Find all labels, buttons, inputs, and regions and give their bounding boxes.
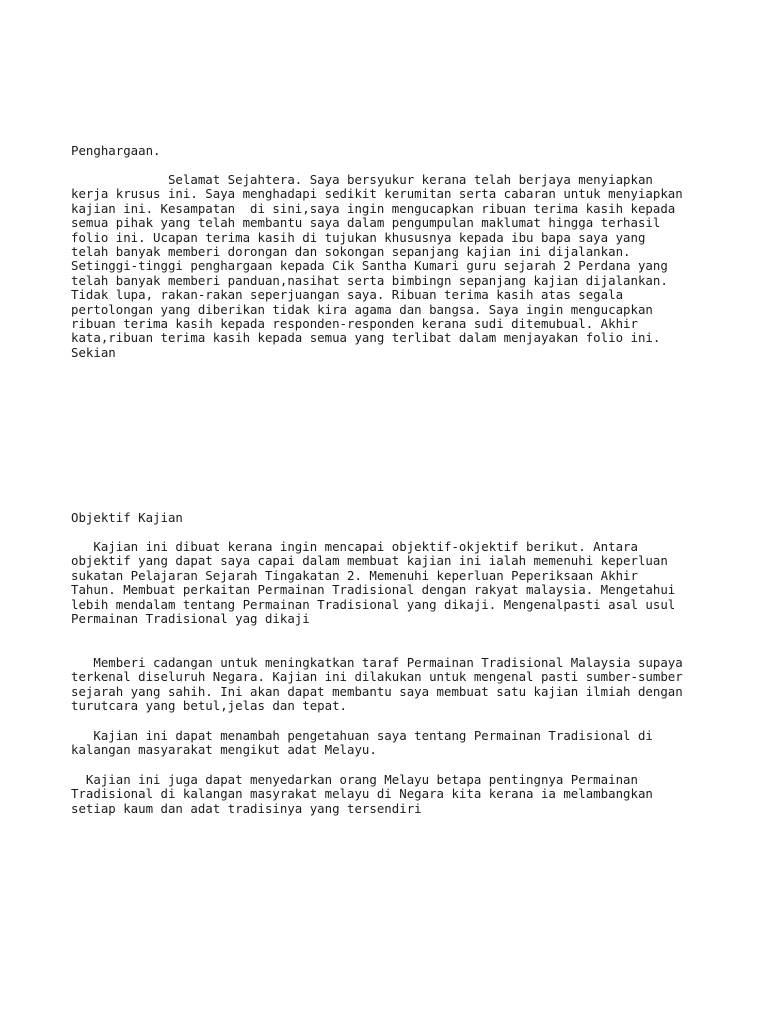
objectives-paragraph: Kajian ini juga dapat menyedarkan orang Melayu betapa pentingnya Permainan Tradisional di kalangan masyrakat melayu di Negara kita kerana ia melambangkan setiap kaum dan adat tradisinya yang tersendiri <box>71 772 653 816</box>
acknowledgement-heading: Penghargaan. <box>71 143 161 158</box>
objectives-paragraph: Kajian ini dibuat kerana ingin mencapai objektif-okjektif berikut. Antara objektif yang dapat saya capai dalam membuat kajian ini ialah memenuhi keperluan sukatan Pelajaran Sejarah Tingakatan 2. Memenuhi keperluan Peperiksaan Akhir Tahun. Membuat perkaitan Permainan Tradisional dengan rakyat malaysia. Mengetahui lebih mendalam tentang Permainan Tradisional yang dikaji. Mengenalpasti asal usul Permainan Tradisional yag dikaji <box>71 539 676 627</box>
objectives-heading: Objektif Kajian <box>71 510 183 525</box>
objectives-paragraph: Kajian ini dapat menambah pengetahuan saya tentang Permainan Tradisional di kalangan masyarakat mengikut adat Melayu. <box>71 728 653 758</box>
acknowledgement-paragraph: Selamat Sejahtera. Saya bersyukur kerana telah berjaya menyiapkan kerja krusus ini. Saya menghadapi sedikit kerumitan serta cabaran untuk menyiapkan kajian ini. Kesampatan di sini,saya ingin mengucapkan ribuan terima kasih kepada semua pihak yang telah membantu saya dalam pengumpulan maklumat hingga terhasil folio ini. Ucapan terima kasih di tujukan khususnya kepada ibu bapa saya yang telah banyak memberi dorongan dan sokongan sepanjang kajian ini dijalankan. Setinggi-tinggi penghargaan kepada Cik Santha Kumari guru sejarah 2 Perdana yang telah banyak memberi panduan,nasihat serta bimbingn sepanjang kajian dijalankan. Tidak lupa, rakan-rakan seperjuangan saya. Ribuan terima kasih atas segala pertolongan yang diberikan tidak kira agama dan bangsa. Saya ingin mengucapkan ribuan terima kasih kepada responden-responden kerana sudi ditemubual. Akhir kata,ribuan terima kasih kepada semua yang terlibat dalam menjayakan folio ini. Sekian <box>71 172 683 360</box>
objectives-paragraph: Memberi cadangan untuk meningkatkan taraf Permainan Tradisional Malaysia supaya terkenal diseluruh Negara. Kajian ini dilakukan untuk mengenal pasti sumber-sumber sejarah yang sahih. Ini akan dapat membantu saya membuat satu kajian ilmiah dengan turutcara yang betul,jelas dan tepat. <box>71 655 683 714</box>
